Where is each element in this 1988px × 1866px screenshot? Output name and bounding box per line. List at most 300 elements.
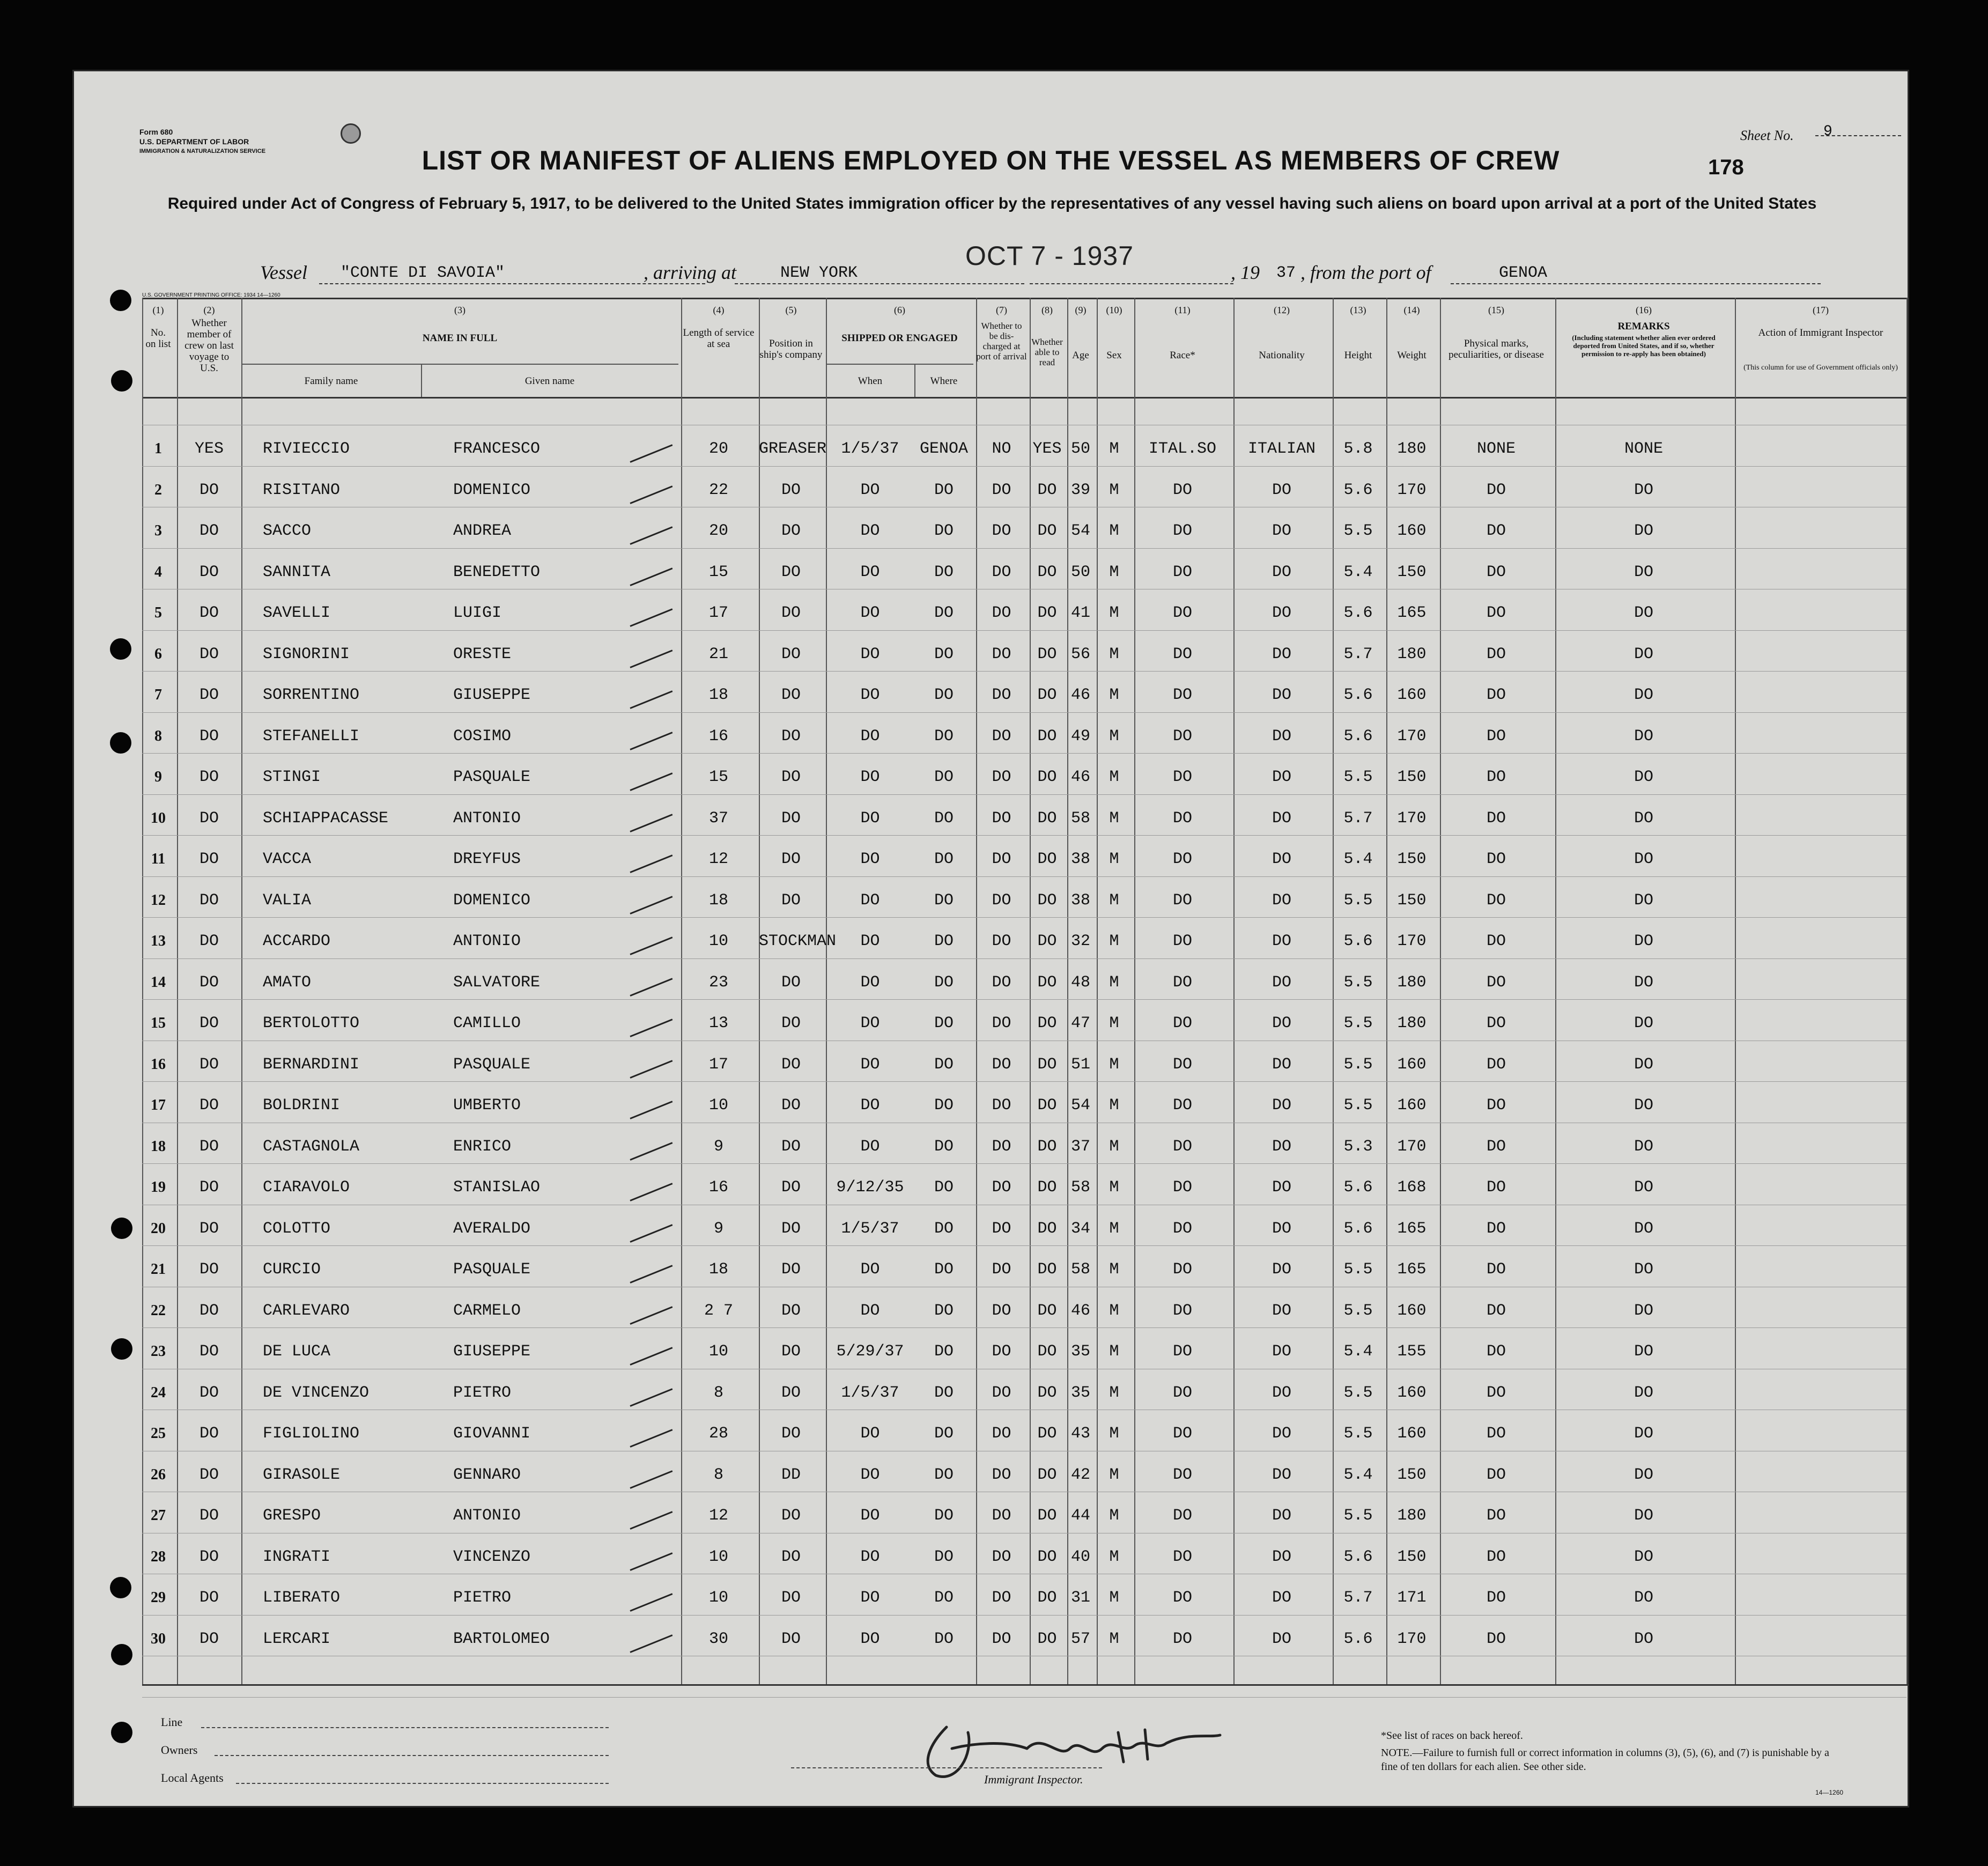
cell-position: DO <box>781 1301 801 1320</box>
cell-height: 5.5 <box>1343 1096 1373 1115</box>
cell-age: 43 <box>1070 1425 1090 1443</box>
cell-age: 42 <box>1070 1465 1090 1484</box>
cell-marks: DO <box>1486 1301 1506 1320</box>
cell-race: DO <box>1172 1629 1192 1648</box>
cell-last: DO <box>199 522 219 540</box>
cell-service: 22 <box>708 481 728 499</box>
row-rule <box>142 1163 1906 1164</box>
cell-position: DO <box>781 1547 801 1566</box>
cell-no: 16 <box>151 1056 166 1073</box>
cell-read: DO <box>1037 1589 1057 1607</box>
cell-last: DO <box>199 1178 219 1197</box>
cell-discharged: NO <box>992 440 1011 458</box>
cell-age: 56 <box>1070 645 1090 663</box>
cell-marks: DO <box>1486 1137 1506 1156</box>
line-label: Line <box>161 1715 183 1729</box>
cell-where: GENOA <box>919 440 968 458</box>
cell-age: 34 <box>1070 1219 1090 1238</box>
cell-nat: DO <box>1272 809 1291 828</box>
cell-race: DO <box>1172 1137 1192 1156</box>
cell-race: DO <box>1172 1096 1192 1115</box>
cell-position: STOCKMAN <box>759 932 837 950</box>
cell-marks: DO <box>1486 1425 1506 1443</box>
cell-marks: DO <box>1486 1629 1506 1648</box>
cell-remarks: DO <box>1634 809 1653 828</box>
cell-where: DO <box>934 1629 954 1648</box>
cell-sex: M <box>1109 1178 1119 1197</box>
given-name-header: Given name <box>524 375 575 387</box>
cell-position: DO <box>781 1219 801 1238</box>
cell-remarks: DO <box>1634 1589 1653 1607</box>
cell-read: DO <box>1037 1055 1057 1074</box>
row-rule <box>142 466 1906 467</box>
cell-height: 5.6 <box>1343 686 1373 704</box>
cell-no: 15 <box>151 1015 166 1031</box>
row-rule <box>142 1615 1906 1616</box>
cell-sex: M <box>1109 932 1119 950</box>
cell-no: 7 <box>154 687 162 703</box>
date-underline <box>1030 283 1233 284</box>
cell-sex: M <box>1109 440 1119 458</box>
cell-marks: DO <box>1486 809 1506 828</box>
inspector-underline <box>791 1767 1102 1768</box>
cell-last: DO <box>199 850 219 868</box>
cell-discharged: DO <box>992 522 1011 540</box>
cell-discharged: DO <box>992 1383 1011 1402</box>
cell-last: DO <box>199 604 219 622</box>
col-16-header: REMARKS <box>1617 321 1670 332</box>
cell-position: DO <box>781 604 801 622</box>
cell-when: DO <box>860 850 880 868</box>
cell-last: DO <box>199 1547 219 1566</box>
table-bottom-rule <box>142 1684 1909 1686</box>
cell-when: DO <box>860 891 880 910</box>
cell-position: GREASER <box>759 440 827 458</box>
cell-service: 28 <box>708 1425 728 1443</box>
cell-marks: DO <box>1486 973 1506 992</box>
cell-where: DO <box>934 932 954 950</box>
note-text: —Failure to furnish full or correct information in columns (3), (5), (6), and (7) is punishable by a fine of ten dollars for each alien. See other side. <box>1381 1747 1829 1773</box>
cell-height: 5.6 <box>1343 1547 1373 1566</box>
cell-given: VINCENZO <box>453 1547 531 1566</box>
cell-height: 5.4 <box>1343 563 1373 581</box>
cell-age: 49 <box>1070 727 1090 746</box>
cell-discharged: DO <box>992 973 1011 992</box>
cell-remarks: DO <box>1634 1096 1653 1115</box>
cell-where: DO <box>934 768 954 786</box>
punch-hole <box>110 290 131 311</box>
cell-position: DO <box>781 1589 801 1607</box>
col-3-header: NAME IN FULL <box>422 333 498 344</box>
cell-age: 38 <box>1070 850 1090 868</box>
cell-where: DO <box>934 727 954 746</box>
row-rule <box>142 712 1906 713</box>
from-port-label: , from the port of <box>1300 262 1431 283</box>
cell-read: DO <box>1037 1178 1057 1197</box>
vessel-name: "CONTE DI SAVOIA" <box>341 264 505 282</box>
col-5-number: (5) <box>785 305 797 315</box>
cell-no: 11 <box>151 851 166 867</box>
department-label: U.S. DEPARTMENT OF LABOR <box>139 137 249 146</box>
form-code: 14—1260 <box>1815 1789 1844 1796</box>
cell-when: DO <box>860 686 880 704</box>
row-rule <box>142 794 1906 795</box>
cell-age: 46 <box>1070 1301 1090 1320</box>
cell-marks: DO <box>1486 645 1506 663</box>
cell-discharged: DO <box>992 645 1011 663</box>
cell-height: 5.7 <box>1343 1589 1373 1607</box>
cell-read: DO <box>1037 1425 1057 1443</box>
cell-last: DO <box>199 1219 219 1238</box>
cell-last: DO <box>199 1260 219 1279</box>
cell-given: AVERALDO <box>453 1219 531 1238</box>
cell-family: STINGI <box>263 768 321 786</box>
cell-given: CARMELO <box>453 1301 521 1320</box>
cell-position: DO <box>781 727 801 746</box>
cell-remarks: DO <box>1634 932 1653 950</box>
cell-marks: DO <box>1486 1343 1506 1361</box>
cell-race: DO <box>1172 1260 1192 1279</box>
arriving-port: NEW YORK <box>780 264 858 282</box>
cell-remarks: DO <box>1634 1425 1653 1443</box>
cell-family: VACCA <box>263 850 312 868</box>
column-rule <box>142 298 143 1684</box>
cell-when: DO <box>860 768 880 786</box>
cell-position: DO <box>781 686 801 704</box>
cell-read: DO <box>1037 522 1057 540</box>
service-label: IMMIGRATION & NATURALIZATION SERVICE <box>139 148 266 154</box>
cell-weight: 168 <box>1397 1178 1427 1197</box>
cell-sex: M <box>1109 727 1119 746</box>
cell-marks: NONE <box>1476 440 1516 458</box>
cell-age: 57 <box>1070 1629 1090 1648</box>
cell-sex: M <box>1109 1055 1119 1074</box>
cell-where: DO <box>934 1465 954 1484</box>
where-header: Where <box>930 375 958 387</box>
cell-read: DO <box>1037 1383 1057 1402</box>
cell-service: 12 <box>708 850 728 868</box>
cell-where: DO <box>934 1507 954 1525</box>
row-rule <box>142 876 1906 877</box>
cell-discharged: DO <box>992 1260 1011 1279</box>
cell-no: 10 <box>151 809 166 827</box>
cell-height: 5.6 <box>1343 1219 1373 1238</box>
cell-service: 12 <box>708 1507 728 1525</box>
cell-no: 21 <box>151 1261 166 1278</box>
from-port-underline <box>1451 283 1821 284</box>
cell-height: 5.4 <box>1343 850 1373 868</box>
cell-read: DO <box>1037 481 1057 499</box>
cell-last: DO <box>199 1465 219 1484</box>
cell-discharged: DO <box>992 1343 1011 1361</box>
cell-nat: DO <box>1272 1260 1291 1279</box>
cell-no: 19 <box>151 1179 166 1196</box>
cell-family: FIGLIOLINO <box>263 1425 360 1443</box>
cell-marks: DO <box>1486 850 1506 868</box>
cell-read: YES <box>1032 440 1062 458</box>
cell-service: 17 <box>708 604 728 622</box>
cell-last: DO <box>199 481 219 499</box>
cell-remarks: DO <box>1634 1465 1653 1484</box>
col-16-number: (16) <box>1636 305 1652 315</box>
cell-read: DO <box>1037 727 1057 746</box>
cell-when: DO <box>860 932 880 950</box>
cell-where: DO <box>934 1260 954 1279</box>
row-rule <box>142 630 1906 631</box>
cell-sex: M <box>1109 973 1119 992</box>
cell-where: DO <box>934 522 954 540</box>
cell-weight: 165 <box>1397 1260 1427 1279</box>
cell-age: 54 <box>1070 1096 1090 1115</box>
cell-remarks: DO <box>1634 973 1653 992</box>
cell-last: DO <box>199 1096 219 1115</box>
inspector-label: Immigrant Inspector. <box>984 1773 1083 1786</box>
col-17-number: (17) <box>1813 305 1829 315</box>
cell-nat: DO <box>1272 850 1291 868</box>
cell-remarks: DO <box>1634 1219 1653 1238</box>
cell-service: 16 <box>708 1178 728 1197</box>
cell-sex: M <box>1109 1219 1119 1238</box>
cell-position: DO <box>781 891 801 910</box>
cell-age: 41 <box>1070 604 1090 622</box>
cell-family: COLOTTO <box>263 1219 331 1238</box>
cell-height: 5.5 <box>1343 891 1373 910</box>
col-12-header: Nationality <box>1259 350 1305 361</box>
cell-remarks: DO <box>1634 1178 1653 1197</box>
cell-discharged: DO <box>992 1547 1011 1566</box>
cell-service: 9 <box>713 1137 723 1156</box>
cell-marks: DO <box>1486 1260 1506 1279</box>
cell-no: 4 <box>154 563 162 580</box>
cell-remarks: DO <box>1634 686 1653 704</box>
cell-service: 21 <box>708 645 728 663</box>
cell-position: DO <box>781 1014 801 1032</box>
cell-family: INGRATI <box>263 1547 331 1566</box>
row-rule <box>142 958 1906 959</box>
cell-position: DO <box>781 1137 801 1156</box>
cell-no: 8 <box>154 727 162 744</box>
cell-read: DO <box>1037 891 1057 910</box>
cell-remarks: DO <box>1634 1629 1653 1648</box>
cell-marks: DO <box>1486 1219 1506 1238</box>
cell-where: DO <box>934 1301 954 1320</box>
cell-weight: 171 <box>1397 1589 1427 1607</box>
cell-race: DO <box>1172 1507 1192 1525</box>
cell-age: 58 <box>1070 809 1090 828</box>
cell-family: SAVELLI <box>263 604 331 622</box>
cell-last: DO <box>199 1507 219 1525</box>
cell-discharged: DO <box>992 1301 1011 1320</box>
cell-position: DO <box>781 1425 801 1443</box>
cell-given: ANDREA <box>453 522 512 540</box>
cell-sex: M <box>1109 891 1119 910</box>
cell-given: FRANCESCO <box>453 440 541 458</box>
cell-last: DO <box>199 1014 219 1032</box>
cell-age: 39 <box>1070 481 1090 499</box>
cell-where: DO <box>934 1547 954 1566</box>
cell-given: ANTONIO <box>453 1507 521 1525</box>
cell-race: DO <box>1172 973 1192 992</box>
cell-read: DO <box>1037 1507 1057 1525</box>
cell-weight: 170 <box>1397 1629 1427 1648</box>
col-13-number: (13) <box>1350 305 1366 315</box>
cell-race: DO <box>1172 1219 1192 1238</box>
cell-when: DO <box>860 1547 880 1566</box>
cell-service: 37 <box>708 809 728 828</box>
cell-race: DO <box>1172 1178 1192 1197</box>
row-rule <box>142 917 1906 918</box>
cell-nat: DO <box>1272 563 1291 581</box>
cell-when: DO <box>860 1301 880 1320</box>
cell-discharged: DO <box>992 932 1011 950</box>
cell-discharged: DO <box>992 1219 1011 1238</box>
cell-weight: 160 <box>1397 1425 1427 1443</box>
cell-no: 9 <box>154 769 162 785</box>
cell-given: PASQUALE <box>453 768 531 786</box>
cell-position: DO <box>781 973 801 992</box>
cell-nat: ITALIAN <box>1247 440 1316 458</box>
cell-where: DO <box>934 604 954 622</box>
cell-service: 16 <box>708 727 728 746</box>
cell-position: DO <box>781 1629 801 1648</box>
cell-height: 5.6 <box>1343 604 1373 622</box>
cell-where: DO <box>934 1096 954 1115</box>
cell-read: DO <box>1037 1014 1057 1032</box>
cell-marks: DO <box>1486 1383 1506 1402</box>
cell-remarks: DO <box>1634 645 1653 663</box>
cell-nat: DO <box>1272 1383 1291 1402</box>
cell-where: DO <box>934 1137 954 1156</box>
cell-read: DO <box>1037 973 1057 992</box>
cell-race: DO <box>1172 932 1192 950</box>
cell-sex: M <box>1109 522 1119 540</box>
cell-given: BENEDETTO <box>453 563 541 581</box>
cell-nat: DO <box>1272 1219 1291 1238</box>
cell-position: DO <box>781 1260 801 1279</box>
cell-family: ACCARDO <box>263 932 331 950</box>
cell-nat: DO <box>1272 645 1291 663</box>
cell-no: 5 <box>154 604 162 621</box>
cell-position: DO <box>781 1507 801 1525</box>
cell-age: 38 <box>1070 891 1090 910</box>
row-rule <box>142 1327 1906 1328</box>
row-rule <box>142 1697 1906 1698</box>
page-title: LIST OR MANIFEST OF ALIENS EMPLOYED ON THE VESSEL AS MEMBERS OF CREW <box>422 145 1560 175</box>
cell-race: DO <box>1172 850 1192 868</box>
cell-family: SIGNORINI <box>263 645 350 663</box>
cell-marks: DO <box>1486 1014 1506 1032</box>
cell-when: DO <box>860 1014 880 1032</box>
cell-sex: M <box>1109 645 1119 663</box>
cell-weight: 170 <box>1397 727 1427 746</box>
row-rule <box>142 753 1906 754</box>
cell-age: 54 <box>1070 522 1090 540</box>
arriving-underline <box>735 283 1024 284</box>
cell-weight: 160 <box>1397 522 1427 540</box>
cell-height: 5.6 <box>1343 481 1373 499</box>
cell-given: PASQUALE <box>453 1055 531 1074</box>
cell-last: DO <box>199 973 219 992</box>
cell-given: CAMILLO <box>453 1014 521 1032</box>
cell-height: 5.6 <box>1343 1629 1373 1648</box>
cell-remarks: DO <box>1634 1547 1653 1566</box>
cell-no: 28 <box>151 1548 166 1565</box>
cell-when: DO <box>860 1137 880 1156</box>
cell-race: DO <box>1172 1055 1192 1074</box>
cell-nat: DO <box>1272 1547 1291 1566</box>
cell-height: 5.5 <box>1343 1260 1373 1279</box>
punch-hole <box>111 1338 132 1360</box>
cell-height: 5.4 <box>1343 1465 1373 1484</box>
col-7-number: (7) <box>996 305 1007 315</box>
cell-no: 2 <box>154 481 162 498</box>
cell-marks: DO <box>1486 1589 1506 1607</box>
cell-read: DO <box>1037 850 1057 868</box>
cell-where: DO <box>934 645 954 663</box>
cell-weight: 160 <box>1397 1055 1427 1074</box>
cell-when: DO <box>860 809 880 828</box>
agents-underline <box>236 1783 609 1784</box>
cell-when: DO <box>860 1629 880 1648</box>
cell-sex: M <box>1109 1629 1119 1648</box>
line-underline <box>201 1727 609 1728</box>
punch-hole <box>111 1722 132 1743</box>
cell-read: DO <box>1037 604 1057 622</box>
cell-marks: DO <box>1486 1178 1506 1197</box>
cell-sex: M <box>1109 1343 1119 1361</box>
col-17-header: Action of Immigrant Inspector <box>1758 327 1883 338</box>
cell-height: 5.6 <box>1343 727 1373 746</box>
cell-weight: 180 <box>1397 440 1427 458</box>
cell-where: DO <box>934 1383 954 1402</box>
cell-when: 1/5/37 <box>841 1219 899 1238</box>
cell-sex: M <box>1109 563 1119 581</box>
cell-service: 10 <box>708 932 728 950</box>
cell-height: 5.7 <box>1343 645 1373 663</box>
cell-given: UMBERTO <box>453 1096 521 1115</box>
cell-given: GIUSEPPE <box>453 686 531 704</box>
cell-given: PIETRO <box>453 1589 512 1607</box>
cell-height: 5.6 <box>1343 932 1373 950</box>
cell-service: 10 <box>708 1589 728 1607</box>
note-label: NOTE. <box>1381 1747 1413 1759</box>
cell-position: DO <box>781 1055 801 1074</box>
cell-read: DO <box>1037 563 1057 581</box>
cell-family: GIRASOLE <box>263 1465 341 1484</box>
cell-no: 27 <box>151 1507 166 1524</box>
punch-hole <box>111 1644 132 1665</box>
cell-race: DO <box>1172 1589 1192 1607</box>
cell-where: DO <box>934 1219 954 1238</box>
cell-read: DO <box>1037 1137 1057 1156</box>
cell-family: AMATO <box>263 973 312 992</box>
cell-no: 14 <box>151 973 166 991</box>
cell-discharged: DO <box>992 891 1011 910</box>
cell-weight: 180 <box>1397 1014 1427 1032</box>
cell-given: ANTONIO <box>453 932 521 950</box>
cell-given: BARTOLOMEO <box>453 1629 550 1648</box>
cell-age: 47 <box>1070 1014 1090 1032</box>
cell-race: DO <box>1172 604 1192 622</box>
cell-no: 26 <box>151 1466 166 1483</box>
cell-no: 17 <box>151 1097 166 1113</box>
cell-height: 5.6 <box>1343 1178 1373 1197</box>
cell-height: 5.5 <box>1343 1507 1373 1525</box>
cell-nat: DO <box>1272 1507 1291 1525</box>
col-13-header: Height <box>1344 350 1372 361</box>
cell-service: 20 <box>708 440 728 458</box>
row-rule <box>142 1245 1906 1246</box>
